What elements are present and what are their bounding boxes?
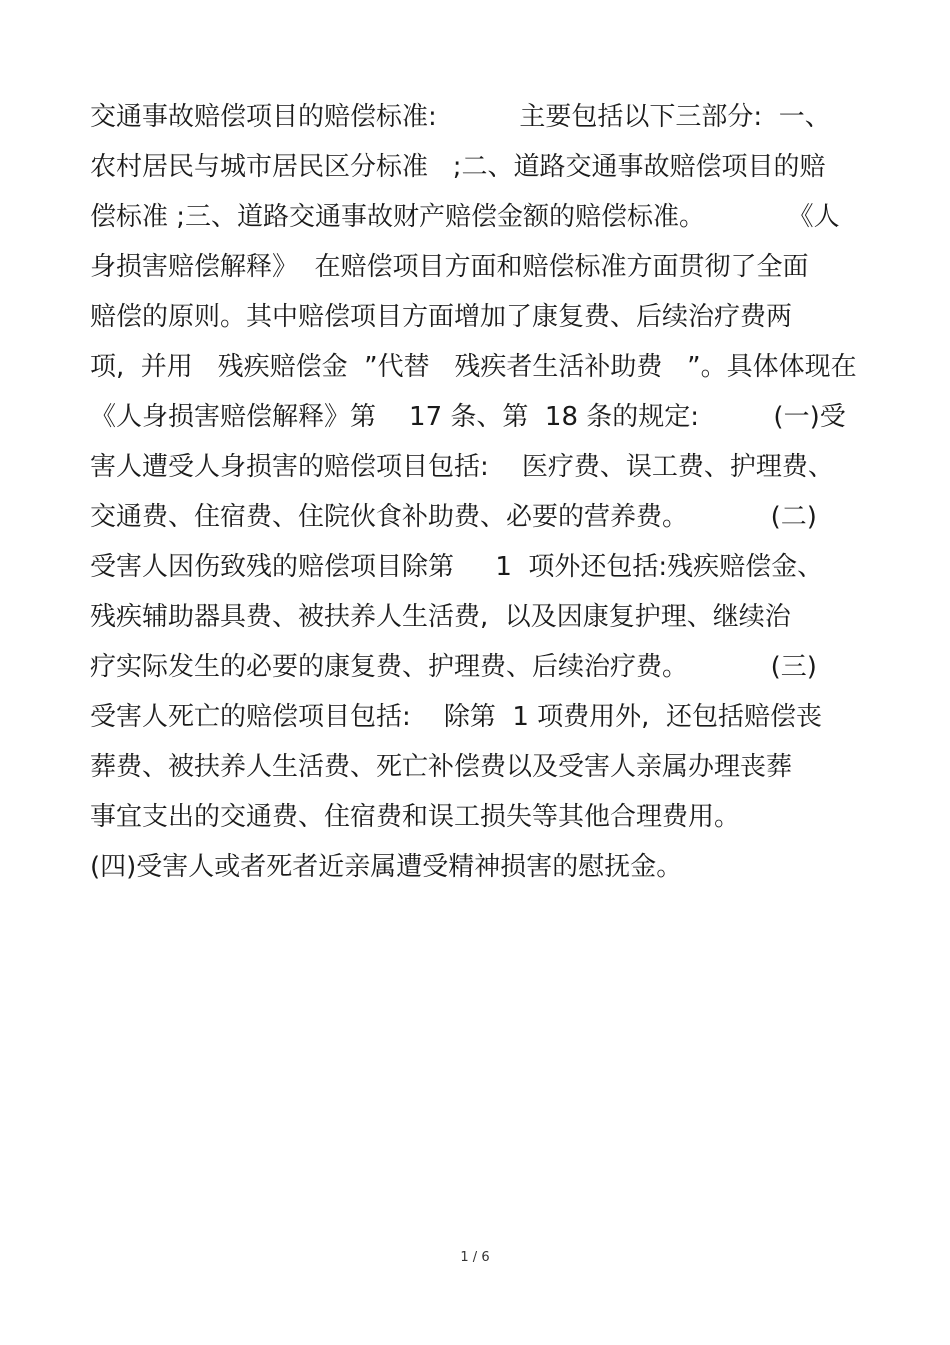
document-body [90, 92, 870, 892]
text-line: 项, 并用 残疾赔偿金 ”代替 残疾者生活补助费 ”。具体体现在 [90, 352, 857, 382]
text-line: 《人身损害赔偿解释》第 17 条、第 18 条的规定: (一)受 [90, 402, 846, 432]
text-line: 交通费、住宿费、住院伙食补助费、必要的营养费。 (二) [90, 502, 817, 532]
text-line: 偿标准 ;三、道路交通事故财产赔偿金额的赔偿标准。 《人 [90, 202, 840, 232]
text-line: 交通事故赔偿项目的赔偿标准: 主要包括以下三部分: 一、 [90, 102, 831, 132]
text-line: 身损害赔偿解释》 在赔偿项目方面和赔偿标准方面贯彻了全面 [90, 252, 809, 282]
page-number: 1 / 6 [460, 1250, 490, 1265]
text-line: 害人遭受人身损害的赔偿项目包括: 医疗费、误工费、护理费、 [90, 452, 834, 482]
text-line: 受害人因伤致残的赔偿项目除第 1 项外还包括:残疾赔偿金、 [90, 552, 824, 582]
text-line: 葬费、被扶养人生活费、死亡补偿费以及受害人亲属办理丧葬 [90, 752, 793, 782]
text-line: 事宜支出的交通费、住宿费和误工损失等其他合理费用。 [90, 802, 741, 832]
text-line: 受害人死亡的赔偿项目包括: 除第 1 项费用外, 还包括赔偿丧 [90, 702, 822, 732]
text-line: 赔偿的原则。其中赔偿项目方面增加了康复费、后续治疗费两 [90, 302, 793, 332]
text-line: 农村居民与城市居民区分标准 ;二、道路交通事故赔偿项目的赔 [90, 152, 826, 182]
text-line: (四)受害人或者死者近亲属遭受精神损害的慰抚金。 [90, 852, 683, 882]
text-line: 疗实际发生的必要的康复费、护理费、后续治疗费。 (三) [90, 652, 817, 682]
text-line: 残疾辅助器具费、被扶养人生活费, 以及因康复护理、继续治 [90, 602, 791, 632]
